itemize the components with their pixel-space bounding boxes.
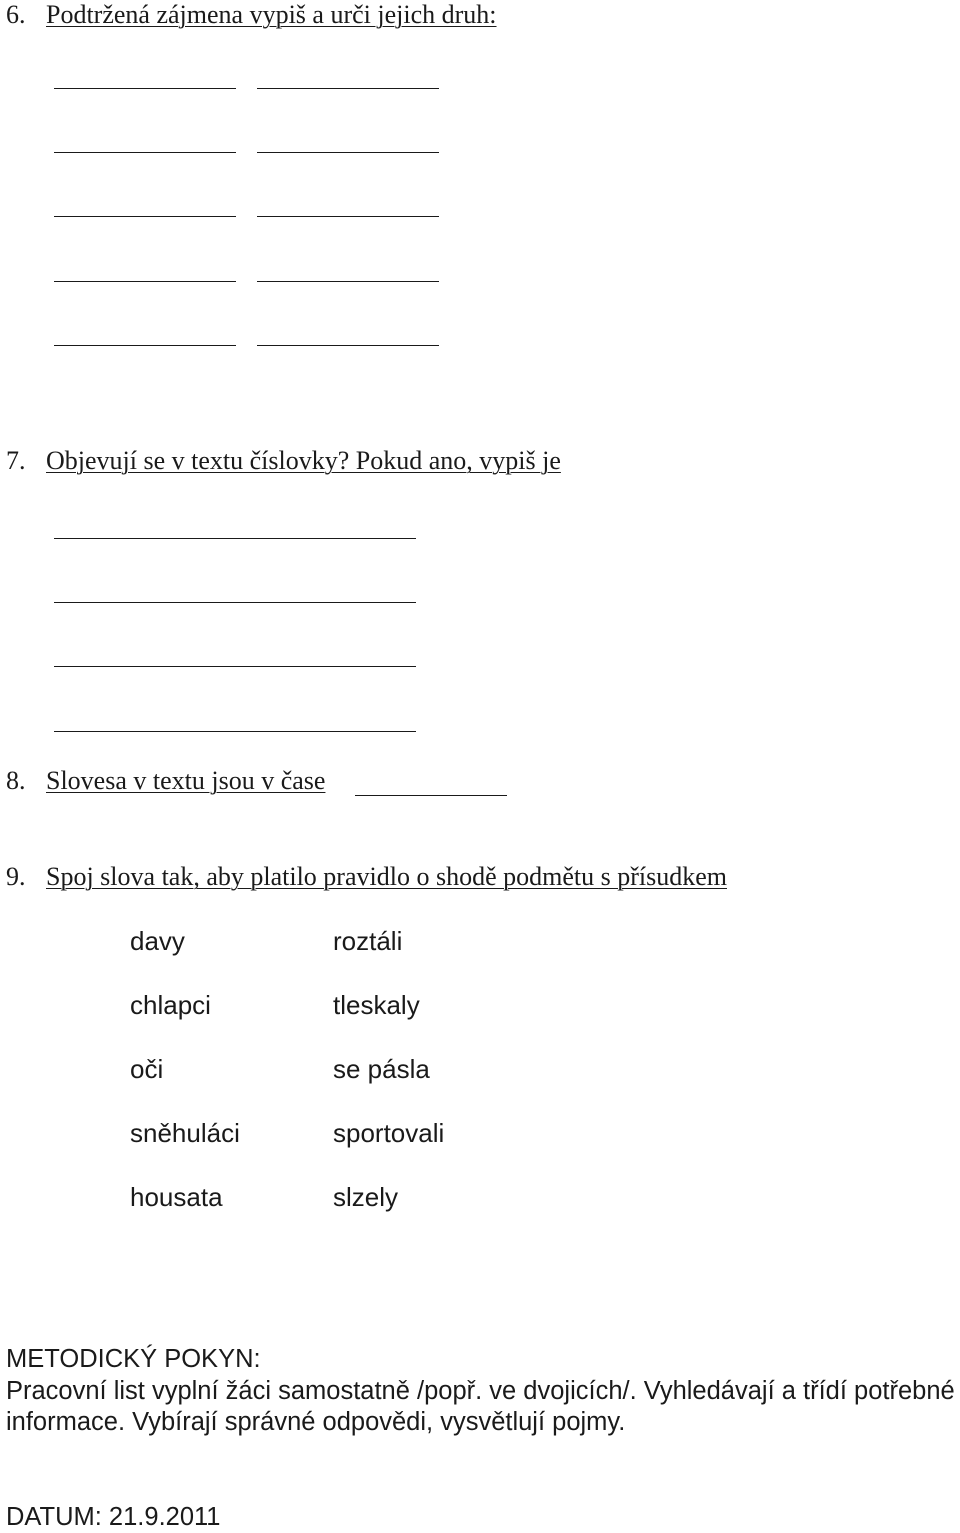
predicate-word[interactable]: se pásla xyxy=(333,1054,430,1084)
q6-prompt: Podtržená zájmena vypiš a urči jejich druh: xyxy=(46,0,497,29)
tense-answer-line[interactable] xyxy=(355,795,507,796)
note-heading: METODICKÝ POKYN: xyxy=(6,1345,261,1373)
answer-line[interactable] xyxy=(54,152,236,153)
answer-line[interactable] xyxy=(54,666,416,667)
answer-line[interactable] xyxy=(54,602,416,603)
predicate-word[interactable]: tleskaly xyxy=(333,990,420,1020)
q7-number: 7. xyxy=(6,446,26,475)
answer-line[interactable] xyxy=(54,538,416,539)
q9-number: 9. xyxy=(6,862,26,891)
predicate-word[interactable]: sportovali xyxy=(333,1118,445,1148)
predicate-word[interactable]: slzely xyxy=(333,1182,399,1212)
answer-line[interactable] xyxy=(257,88,439,89)
answer-line[interactable] xyxy=(257,345,439,346)
answer-line[interactable] xyxy=(54,281,236,282)
answer-line[interactable] xyxy=(54,731,416,732)
answer-line[interactable] xyxy=(54,345,236,346)
subject-word[interactable]: housata xyxy=(130,1182,223,1212)
answer-line[interactable] xyxy=(257,281,439,282)
q9-prompt: Spoj slova tak, aby platilo pravidlo o shodě podmětu s přísudkem xyxy=(46,862,727,891)
q8-number: 8. xyxy=(6,766,26,795)
note-line: informace. Vybírají správné odpovědi, vysvětlují pojmy. xyxy=(6,1408,626,1436)
q7-prompt: Objevují se v textu číslovky? Pokud ano, vypiš je xyxy=(46,446,561,475)
answer-line[interactable] xyxy=(257,152,439,153)
answer-line[interactable] xyxy=(54,216,236,217)
q8-prompt: Slovesa v textu jsou v čase xyxy=(46,766,326,795)
answer-line[interactable] xyxy=(54,88,236,89)
subject-word[interactable]: oči xyxy=(130,1054,164,1084)
q6-number: 6. xyxy=(6,0,26,29)
date-label: DATUM: 21.9.2011 xyxy=(6,1503,221,1531)
predicate-word[interactable]: roztáli xyxy=(333,926,403,956)
answer-line[interactable] xyxy=(257,216,439,217)
subject-word[interactable]: chlapci xyxy=(130,990,211,1020)
subject-word[interactable]: sněhuláci xyxy=(130,1118,240,1148)
subject-word[interactable]: davy xyxy=(130,926,185,956)
note-line: Pracovní list vyplní žáci samostatně /popř. ve dvojicích/. Vyhledávají a třídí potřebné xyxy=(6,1377,955,1405)
